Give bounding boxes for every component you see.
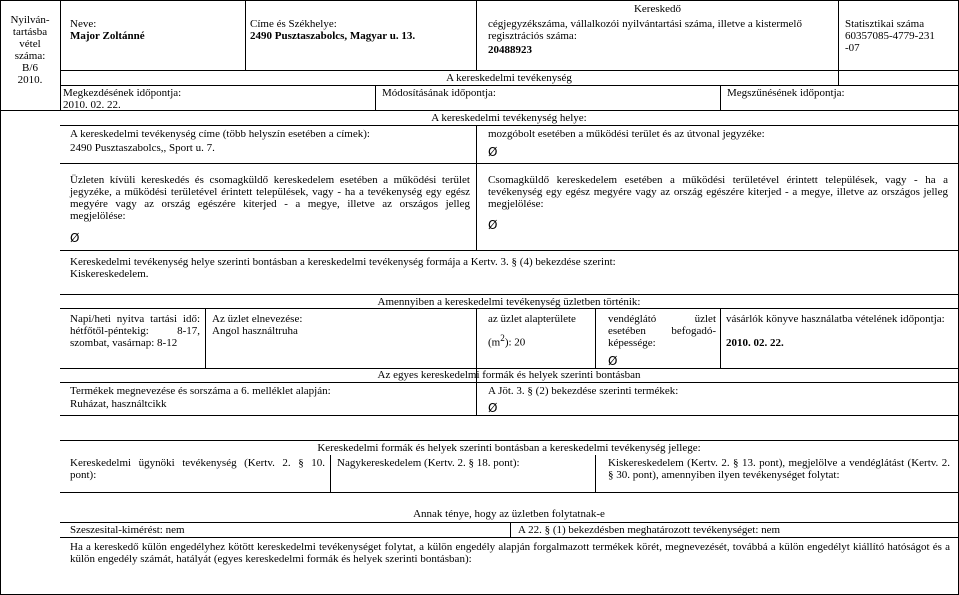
divider (60, 308, 958, 309)
products-header: Az egyes kereskedelmi formák és helyek szerinti bontásban (377, 369, 641, 381)
trader-id-label: cégjegyzékszáma, vállalkozói nyilvántartási száma, illetve a kistermelő regisztrációs száma: (488, 18, 802, 42)
shop-hours: Napi/heti nyitva tartási idő: hétfőtől-péntekig: 8-17, szombat, vasárnap: 8-12 (70, 313, 200, 349)
form-value: Kiskereskedelem. (70, 268, 149, 280)
gaming-label: Szeszesital-kimérést: nem (70, 524, 185, 536)
divider (595, 308, 596, 368)
mobile-label: mozgóbolt esetében a működési terület és az útvonal jegyzéke: (488, 128, 765, 140)
divider (60, 440, 958, 441)
special-permit-note: Ha a kereskedő külön engedélyhez kötött kereskedelmi tevékenységet folytat, a külön engedély alapján forgalmazott termékek körét, megnevezését, továbbá a külön engedélyt kiállító hatóságot és a külön engedély számát, hatályát (egyes kereskedelmi formák és helyek szerinti bontásban): (70, 541, 950, 565)
complaint-book-value: 2010. 02. 22. (726, 337, 784, 349)
owner-label: Neve: (70, 18, 97, 30)
ended-label: Megszűnésének időpontja: (727, 87, 845, 99)
divider (60, 382, 958, 383)
address-block (250, 18, 472, 42)
divider (720, 85, 721, 110)
reg-line: száma: (14, 50, 46, 62)
divider (375, 85, 376, 110)
border-top (0, 0, 959, 1)
divider (595, 455, 596, 492)
address-value: 2490 Pusztaszabolcs, Magyar u. 13. (250, 30, 416, 42)
divider (720, 308, 721, 368)
area-value (488, 332, 593, 349)
stat-value: 60357085-4779-231-07 (845, 30, 935, 54)
area-unit-prefix: (m (488, 336, 501, 349)
complaint-book-label: vásárlók könyve használatba vételének időpontja: (726, 313, 945, 325)
shop-name-label: Az üzlet elnevezése: (212, 313, 303, 325)
parcel-label: Csomagküldő kereskedelem esetében a működési területével érintett települések, vagy - ha a tevékenység egy egész megyére vagy az ország egészére kiterjed - a megye, illetve az országos jelleg megjelölése: (488, 174, 948, 210)
area-label: az üzlet alapterülete (488, 313, 576, 325)
divider (60, 250, 958, 251)
divider (476, 308, 477, 415)
divider (60, 163, 958, 164)
owner-name: Major Zoltánné (70, 30, 145, 42)
reg-line: B/6 (22, 62, 38, 74)
shop-name-value: Angol használtruha (212, 325, 298, 337)
owner-block (70, 18, 240, 42)
products-left-label: Termékek megnevezése és sorszáma a 6. melléklet alapján: (70, 385, 331, 397)
divider (60, 70, 958, 71)
mobile-value: Ø (488, 145, 498, 159)
products-right-label: A Jöt. 3. § (2) bekezdése szerinti termékek: (488, 385, 679, 397)
outside-value: Ø (70, 231, 80, 245)
registration-number (2, 14, 58, 86)
trader-id-value: 20488923 (488, 44, 532, 56)
reg-line: tartásba (12, 26, 48, 38)
divider (60, 537, 958, 538)
divider (330, 455, 331, 492)
area-unit-suffix: ): 20 (504, 336, 526, 349)
reg-line: 2010. (17, 74, 43, 86)
products-right-value: Ø (488, 401, 498, 415)
place-address-label: A kereskedelmi tevékenység címe (több helyszín esetében a címek): (70, 128, 370, 140)
area-unit-sup: 2 (500, 333, 505, 343)
footer-header: Annak ténye, hogy az üzletben folytatnak-e (413, 508, 605, 520)
activity-header: A kereskedelmi tevékenység (446, 72, 572, 84)
divider (60, 0, 61, 110)
divider (60, 522, 958, 523)
reg-line: vétel (19, 38, 41, 50)
stat-label: Statisztikai száma (845, 18, 925, 30)
modified-label: Módosításának időpontja: (382, 87, 496, 99)
trader-header: Kereskedő (633, 3, 682, 15)
start-label: Megkezdésének időpontja: (63, 87, 182, 99)
hospitality-label: vendéglátó üzlet esetében befogadó-képessége: (608, 313, 716, 349)
permit-label: A 22. § (1) bekezdésben meghatározott tevékenységet: nem (518, 524, 781, 536)
divider (60, 85, 958, 86)
products-left-value: Ruházat, használtcikk (70, 398, 167, 410)
wholesale-label: Nagykereskedelem (Kertv. 2. § 18. pont): (337, 457, 520, 469)
outside-label: Üzleten kívüli kereskedés és csomagküldő kereskedelem esetében a működési terület jegyzéke, a működési területével érintett települések, vagy - ha a tevékenység egy egész megyére vagy az ország egészére kiterjed - a megye, illetve az országos jelleg megjelölése: (70, 174, 470, 222)
hospitality-value: Ø (608, 354, 618, 368)
form-label: Kereskedelmi tevékenység helye szerinti bontásban a kereskedelmi tevékenység formája a Kertv. 3. § (4) bekezdése szerint: (70, 256, 616, 268)
border-left (0, 0, 1, 595)
divider (205, 308, 206, 368)
divider (510, 522, 511, 537)
place-address-value: 2490 Pusztaszabolcs,, Sport u. 7. (70, 142, 215, 154)
place-header: A kereskedelmi tevékenység helye: (431, 112, 587, 124)
forms2-header: Kereskedelmi formák és helyek szerinti bontásban a kereskedelmi tevékenység jellege: (317, 442, 701, 454)
shop-header: Amennyiben a kereskedelmi tevékenység üzletben történik: (377, 296, 641, 308)
divider (245, 0, 246, 70)
divider (60, 125, 958, 126)
divider (60, 294, 958, 295)
retail-label: Kiskereskedelem (Kertv. 2. § 13. pont), megjelölve a vendéglátást (Kertv. 2. § 30. pont), amennyiben ilyen tevékenységet folytat: (608, 457, 950, 481)
start-value: 2010. 02. 22. (63, 99, 121, 111)
divider (60, 492, 958, 493)
divider (60, 415, 958, 416)
reg-line: Nyilván- (10, 14, 50, 26)
agent-label: Kereskedelmi ügynöki tevékenység (Kertv. 2. § 10. pont): (70, 457, 325, 481)
address-label: Címe és Székhelye: (250, 18, 337, 30)
parcel-value: Ø (488, 218, 498, 232)
divider (476, 125, 477, 250)
